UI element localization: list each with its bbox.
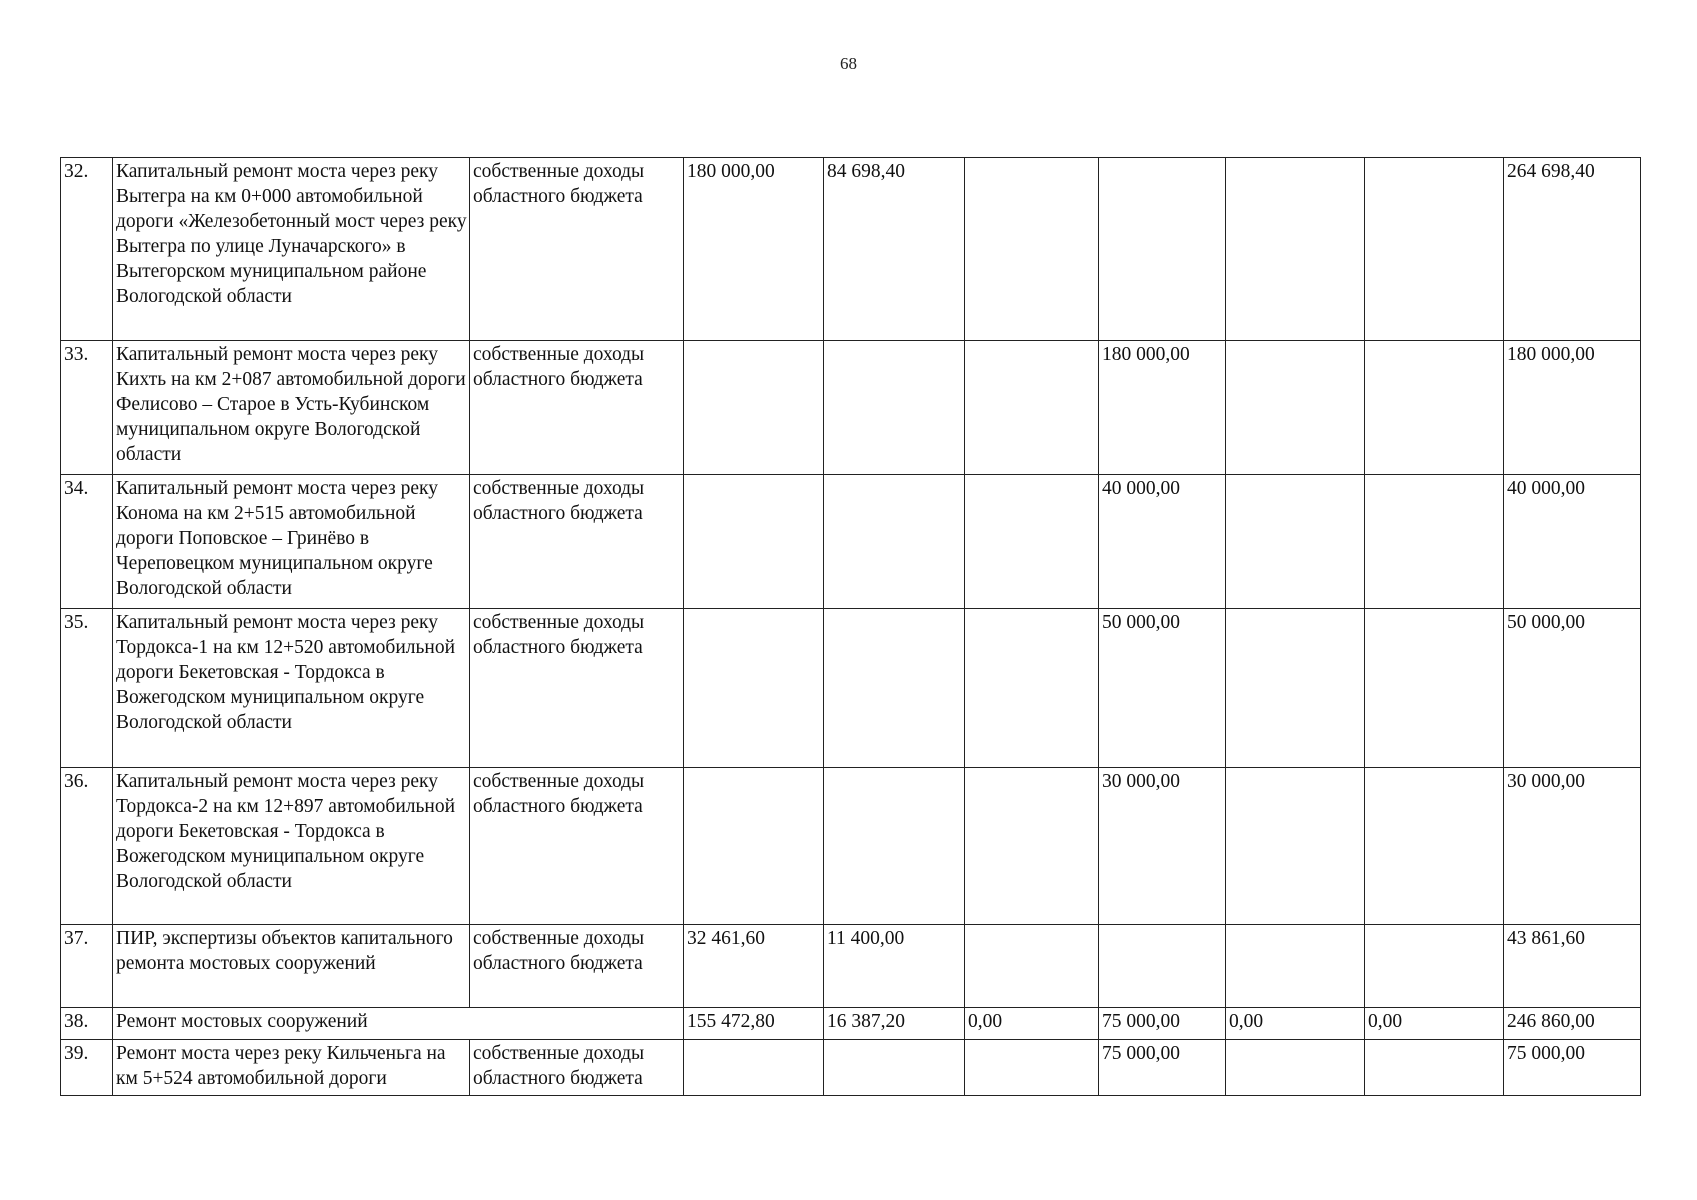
total-amount: 75 000,00 (1504, 1040, 1641, 1096)
year-2-amount (824, 475, 965, 609)
year-4-amount: 40 000,00 (1099, 475, 1226, 609)
funding-source: собственные доходы областного бюджета (470, 925, 684, 1008)
year-3-amount (965, 475, 1099, 609)
year-5-amount (1226, 158, 1365, 341)
table-body (61, 158, 1641, 1096)
table-row (61, 1040, 1641, 1096)
funding-source: собственные доходы областного бюджета (470, 1040, 684, 1096)
table-row (61, 158, 1641, 341)
year-2-amount: 11 400,00 (824, 925, 965, 1008)
total-amount: 30 000,00 (1504, 768, 1641, 925)
year-2-amount (824, 768, 965, 925)
row-number: 39. (61, 1040, 113, 1096)
year-3-amount (965, 1040, 1099, 1096)
year-1-amount (684, 341, 824, 475)
object-name: Капитальный ремонт моста через реку Тордокса-1 на км 12+520 автомобильной дороги Бекетовская - Тордокса в Вожегодском муниципальном округе Вологодской области (113, 609, 470, 768)
year-5-amount (1226, 475, 1365, 609)
row-number: 38. (61, 1008, 113, 1040)
page-number: 68 (840, 54, 857, 73)
year-6-amount (1365, 1040, 1504, 1096)
table-row (61, 925, 1641, 1008)
row-number: 36. (61, 768, 113, 925)
row-number: 32. (61, 158, 113, 341)
funding-source: собственные доходы областного бюджета (470, 475, 684, 609)
year-3-amount (965, 609, 1099, 768)
table-row (61, 609, 1641, 768)
year-6-amount (1365, 925, 1504, 1008)
year-5-amount (1226, 768, 1365, 925)
year-3-amount: 0,00 (965, 1008, 1099, 1040)
total-amount: 264 698,40 (1504, 158, 1641, 341)
year-1-amount (684, 475, 824, 609)
year-2-amount (824, 341, 965, 475)
object-name: Капитальный ремонт моста через реку Конома на км 2+515 автомобильной дороги Поповское – Гринёво в Череповецком муниципальном округе Вологодской области (113, 475, 470, 609)
budget-table (60, 157, 1641, 1096)
table-row (61, 475, 1641, 609)
year-1-amount (684, 609, 824, 768)
year-4-amount: 75 000,00 (1099, 1008, 1226, 1040)
year-1-amount (684, 768, 824, 925)
year-2-amount: 84 698,40 (824, 158, 965, 341)
summary-name: Ремонт мостовых сооружений (113, 1008, 684, 1040)
total-amount: 50 000,00 (1504, 609, 1641, 768)
year-5-amount: 0,00 (1226, 1008, 1365, 1040)
year-6-amount (1365, 341, 1504, 475)
object-name: ПИР, экспертизы объектов капитального ремонта мостовых сооружений (113, 925, 470, 1008)
year-5-amount (1226, 341, 1365, 475)
year-1-amount (684, 1040, 824, 1096)
year-3-amount (965, 925, 1099, 1008)
table-row (61, 341, 1641, 475)
year-1-amount: 180 000,00 (684, 158, 824, 341)
year-4-amount: 30 000,00 (1099, 768, 1226, 925)
funding-source: собственные доходы областного бюджета (470, 341, 684, 475)
row-number: 33. (61, 341, 113, 475)
row-number: 35. (61, 609, 113, 768)
funding-source: собственные доходы областного бюджета (470, 768, 684, 925)
year-6-amount (1365, 158, 1504, 341)
year-1-amount: 155 472,80 (684, 1008, 824, 1040)
total-amount: 40 000,00 (1504, 475, 1641, 609)
total-amount: 43 861,60 (1504, 925, 1641, 1008)
object-name: Капитальный ремонт моста через реку Вытегра на км 0+000 автомобильной дороги «Железобетонный мост через реку Вытегра по улице Луначарского» в Вытегорском муниципальном районе Вологодской области (113, 158, 470, 341)
total-amount: 180 000,00 (1504, 341, 1641, 475)
year-4-amount: 75 000,00 (1099, 1040, 1226, 1096)
year-4-amount (1099, 925, 1226, 1008)
year-3-amount (965, 158, 1099, 341)
year-4-amount: 180 000,00 (1099, 341, 1226, 475)
total-amount: 246 860,00 (1504, 1008, 1641, 1040)
object-name: Капитальный ремонт моста через реку Тордокса-2 на км 12+897 автомобильной дороги Бекетовская - Тордокса в Вожегодском муниципальном округе Вологодской области (113, 768, 470, 925)
year-1-amount: 32 461,60 (684, 925, 824, 1008)
year-3-amount (965, 768, 1099, 925)
year-4-amount (1099, 158, 1226, 341)
year-2-amount (824, 1040, 965, 1096)
object-name: Капитальный ремонт моста через реку Кихть на км 2+087 автомобильной дороги Фелисово – Старое в Усть-Кубинском муниципальном округе Вологодской области (113, 341, 470, 475)
year-4-amount: 50 000,00 (1099, 609, 1226, 768)
year-5-amount (1226, 925, 1365, 1008)
year-2-amount (824, 609, 965, 768)
object-name: Ремонт моста через реку Кильченьга на км 5+524 автомобильной дороги (113, 1040, 470, 1096)
year-3-amount (965, 341, 1099, 475)
table-row (61, 768, 1641, 925)
year-2-amount: 16 387,20 (824, 1008, 965, 1040)
funding-source: собственные доходы областного бюджета (470, 609, 684, 768)
year-6-amount (1365, 768, 1504, 925)
year-6-amount: 0,00 (1365, 1008, 1504, 1040)
year-6-amount (1365, 609, 1504, 768)
year-5-amount (1226, 1040, 1365, 1096)
summary-row (61, 1008, 1641, 1040)
row-number: 34. (61, 475, 113, 609)
year-6-amount (1365, 475, 1504, 609)
funding-source: собственные доходы областного бюджета (470, 158, 684, 341)
year-5-amount (1226, 609, 1365, 768)
row-number: 37. (61, 925, 113, 1008)
